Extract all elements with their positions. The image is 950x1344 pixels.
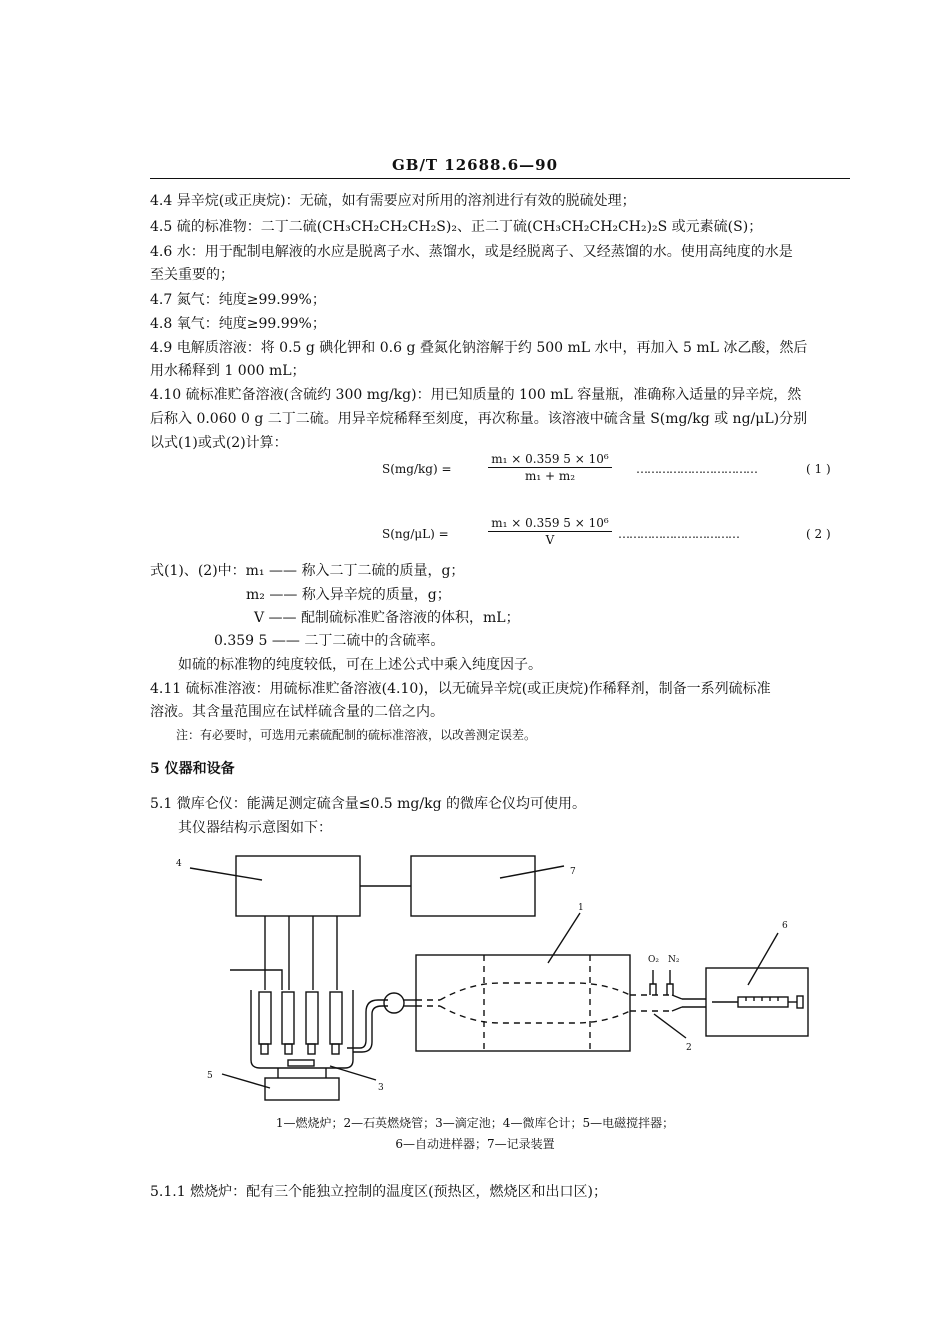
formula-1-number: ( 1 ) bbox=[806, 462, 831, 476]
label-5: 5 bbox=[207, 1071, 213, 1081]
formula-2-lhs: S(ng/μL) = bbox=[382, 527, 449, 541]
var-m2: m₂ —— 称入异辛烷的质量，g； bbox=[246, 587, 451, 603]
label-n2: N₂ bbox=[668, 955, 680, 965]
figure-caption-1: 1—燃烧炉；2—石英燃烧管；3—滴定池；4—微库仑计；5—电磁搅拌器； bbox=[275, 1116, 675, 1130]
formula-1-dots: …………………………… bbox=[636, 462, 757, 476]
label-3: 3 bbox=[378, 1083, 384, 1093]
formula-1-lhs: S(mg/kg) = bbox=[382, 462, 452, 476]
formula-2-number: ( 2 ) bbox=[806, 527, 831, 541]
clause-4-4: 4.4 异辛烷(或正庚烷)：无硫，如有需要应对所用的溶剂进行有效的脱硫处理； bbox=[150, 193, 636, 209]
o2-inlet bbox=[650, 984, 656, 995]
formula-2-numerator: m₁ × 0.359 5 × 10⁶ bbox=[488, 516, 612, 532]
clause-4-8: 4.8 氧气：纯度≥99.99%； bbox=[150, 316, 326, 332]
label-4: 4 bbox=[176, 859, 182, 869]
combustion-furnace bbox=[416, 955, 630, 1051]
label-7: 7 bbox=[570, 867, 576, 877]
clause-4-5: 4.5 硫的标准物：二丁二硫(CH₃CH₂CH₂CH₂S)₂、正二丁硫(CH₃CH₂CH₂CH₂)₂S 或元素硫(S)； bbox=[150, 219, 763, 235]
formula-1-denominator: m₁ + m₂ bbox=[524, 469, 576, 483]
n2-inlet bbox=[667, 984, 673, 995]
var-v: V —— 配制硫标准贮备溶液的体积，mL； bbox=[254, 610, 520, 626]
clause-5-1-1: 5.1.1 燃烧炉：配有三个能独立控制的温度区(预热区，燃烧区和出口区)； bbox=[150, 1184, 607, 1200]
clause-4-10-cont1: 后称入 0.060 0 g 二丁二硫。用异辛烷稀释至刻度，再次称量。该溶液中硫含量 S(mg/kg 或 ng/μL)分别 bbox=[150, 411, 808, 427]
section-5-title: 5 仪器和设备 bbox=[150, 761, 235, 777]
figure-caption-2: 6—自动进样器；7—记录装置 bbox=[395, 1137, 555, 1151]
formula-2-denominator: V bbox=[545, 533, 555, 547]
microcoulometer-box bbox=[236, 856, 360, 916]
formula-2-dots: …………………………… bbox=[618, 527, 739, 541]
var-ratio: 0.359 5 —— 二丁二硫中的含硫率。 bbox=[214, 633, 445, 649]
clause-4-9: 4.9 电解质溶液：将 0.5 g 碘化钾和 0.6 g 叠氮化钠溶解于约 500 mL 水中，再加入 5 mL 冰乙酸，然后 bbox=[150, 340, 808, 356]
purity-note: 如硫的标准物的纯度较低，可在上述公式中乘入纯度因子。 bbox=[178, 657, 542, 673]
clause-4-11-cont: 溶液。其含量范围应在试样硫含量的二倍之内。 bbox=[150, 704, 444, 720]
diagram-intro: 其仪器结构示意图如下： bbox=[178, 820, 332, 836]
label-6: 6 bbox=[782, 921, 788, 931]
recorder-box bbox=[411, 856, 535, 916]
label-2: 2 bbox=[686, 1043, 692, 1053]
clause-4-7: 4.7 氮气：纯度≥99.99%； bbox=[150, 292, 326, 308]
clause-5-1: 5.1 微库仑仪：能满足测定硫含量≤0.5 mg/kg 的微库仑仪均可使用。 bbox=[150, 796, 587, 812]
standard-header: GB/T 12688.6—90 bbox=[391, 156, 559, 174]
magnetic-stirrer bbox=[265, 1078, 339, 1100]
var-m1: 式(1)、(2)中：m₁ —— 称入二丁二硫的质量，g； bbox=[150, 563, 465, 579]
clause-4-6-cont: 至关重要的； bbox=[150, 267, 234, 283]
titration-cell bbox=[251, 990, 353, 1068]
label-o2: O₂ bbox=[648, 955, 659, 965]
clause-4-11: 4.11 硫标准溶液：用硫标准贮备溶液(4.10)，以无硫异辛烷(或正庚烷)作稀释剂，制备一系列硫标准 bbox=[150, 681, 771, 697]
clause-4-6: 4.6 水：用于配制电解液的水应是脱离子水、蒸馏水，或是经脱离子、又经蒸馏的水。使用高纯度的水是 bbox=[150, 244, 793, 260]
clause-4-10-cont2: 以式(1)或式(2)计算： bbox=[150, 435, 288, 451]
note: 注：有必要时，可选用元素硫配制的硫标准溶液，以改善测定误差。 bbox=[176, 728, 537, 742]
label-1: 1 bbox=[578, 903, 584, 913]
formula-1-numerator: m₁ × 0.359 5 × 10⁶ bbox=[488, 452, 612, 468]
clause-4-10: 4.10 硫标准贮备溶液(含硫约 300 mg/kg)：用已知质量的 100 mL 容量瓶，准确称入适量的异辛烷，然 bbox=[150, 387, 802, 403]
clause-4-9-cont: 用水稀释到 1 000 mL； bbox=[150, 363, 306, 379]
